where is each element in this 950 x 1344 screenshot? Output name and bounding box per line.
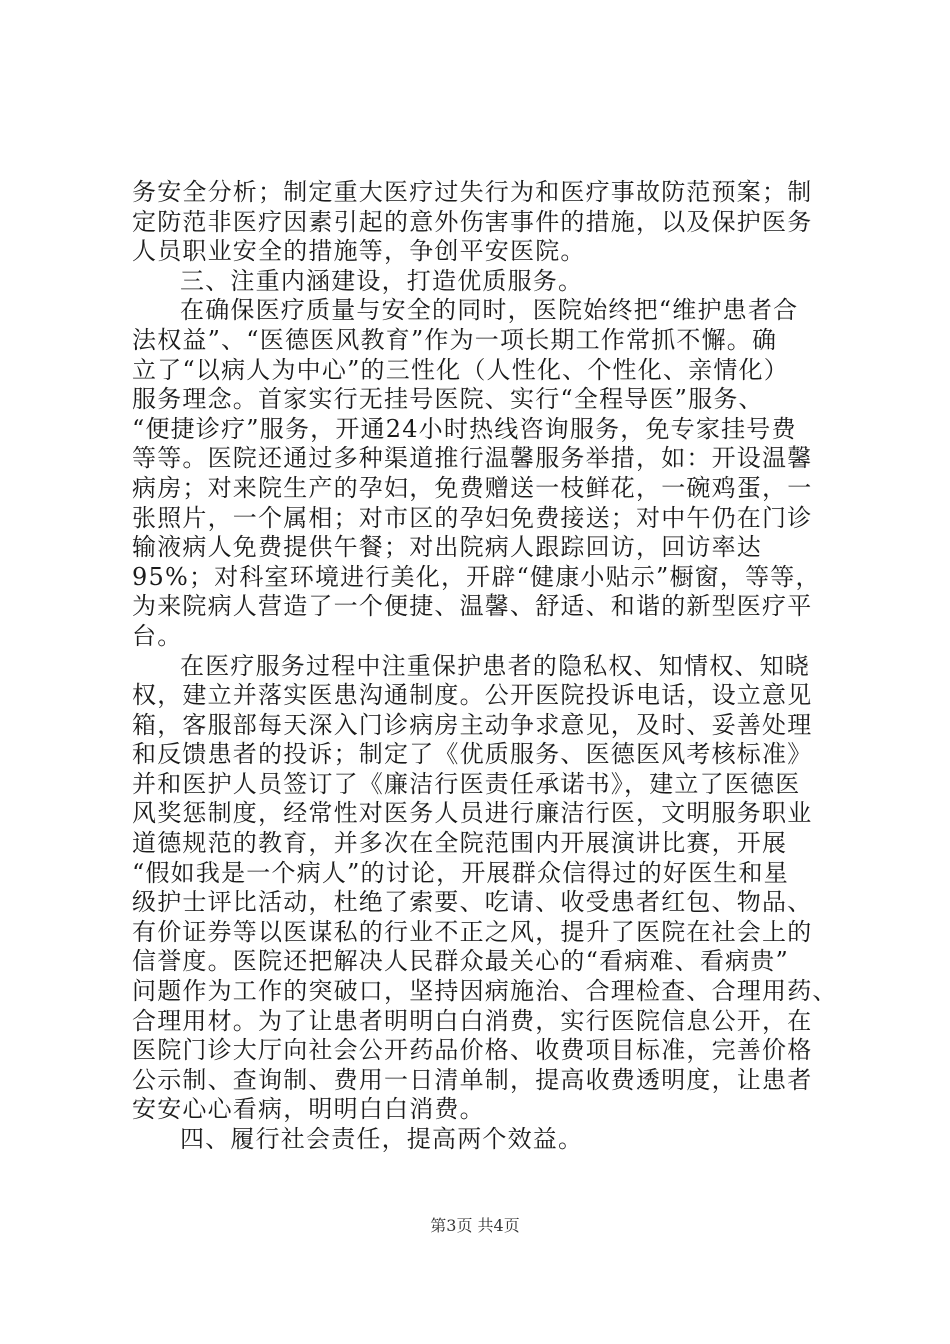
text-line: 立了“以病人为中心”的三性化（人性化、个性化、亲情化） [132,355,789,384]
text-line: 级护士评比活动，杜绝了索要、吃请、收受患者红包、物品、 [132,888,813,917]
text-line: 等等。医院还通过多种渠道推行温馨服务举措，如：开设温馨 [132,444,813,473]
text-line: 和反馈患者的投诉；制定了《优质服务、医德医风考核标准》 [132,740,813,769]
text-line: 并和医护人员签订了《廉洁行医责任承诺书》，建立了医德医 [132,769,801,798]
text-line: 信誉度。医院还把解决人民群众最关心的“看病难、看病贵” [132,947,789,976]
page-footer: 第3页 共4页 [430,1216,520,1235]
text-line: 权，建立并落实医患沟通制度。公开医院投诉电话，设立意见 [132,681,813,710]
text-line: 服务理念。首家实行无挂号医院、实行“全程导医”服务、 [132,385,764,414]
text-line: 道德规范的教育，并多次在全院范围内开展演讲比赛，开展 [132,829,788,858]
text-line: 输液病人免费提供午餐；对出院病人跟踪回访，回访率达 [132,533,762,562]
text-line: 在医疗服务过程中注重保护患者的隐私权、知情权、知晓 [180,651,810,680]
text-line: 人员职业安全的措施等，争创平安医院。 [132,237,586,266]
text-line: 定防范非医疗因素引起的意外伤害事件的措施，以及保护医务 [132,207,813,236]
section-heading: 三、注重内涵建设，打造优质服务。 [180,266,584,295]
text-line: 病房；对来院生产的孕妇，免费赠送一枝鲜花，一碗鸡蛋，一 [132,473,813,502]
text-line: 务安全分析；制定重大医疗过失行为和医疗事故防范预案；制 [132,178,813,206]
text-line: 公示制、查询制、费用一日清单制，提高收费透明度，让患者 [132,1065,813,1094]
text-line: 医院门诊大厅向社会公开药品价格、收费项目标准，完善价格 [132,1036,813,1065]
text-line: 问题作为工作的突破口，坚持因病施治、合理检查、合理用药、 [132,977,838,1006]
text-line: 安安心心看病，明明白白消费。 [132,1095,485,1124]
text-line: 在确保医疗质量与安全的同时，医院始终把“维护患者合 [180,296,799,325]
text-line: 法权益”、“医德医风教育”作为一项长期工作常抓不懈。确 [132,325,778,354]
text-line: 为来院病人营造了一个便捷、温馨、舒适、和谐的新型医疗平 [132,592,813,621]
body-text [132,178,838,1155]
text-line: “假如我是一个病人”的讨论，开展群众信得过的好医生和星 [132,858,789,887]
text-line: 风奖惩制度，经常性对医务人员进行廉洁行医，文明服务职业 [132,799,813,828]
text-line: 箱，客服部每天深入门诊病房主动争求意见，及时、妥善处理 [132,710,813,739]
text-line: “便捷诊疗”服务，开通24小时热线咨询服务，免专家挂号费 [132,414,797,443]
text-line: 张照片，一个属相；对市区的孕妇免费接送；对中午仍在门诊 [132,503,813,532]
text-line: 95%；对科室环境进行美化，开辟“健康小贴示”橱窗，等等， [132,562,821,591]
text-line: 合理用材。为了让患者明明白白消费，实行医院信息公开，在 [132,1006,813,1035]
text-line: 有价证券等以医谋私的行业不正之风，提升了医院在社会上的 [132,917,813,946]
section-heading: 四、履行社会责任，提高两个效益。 [180,1125,584,1153]
text-line: 台。 [132,621,183,650]
